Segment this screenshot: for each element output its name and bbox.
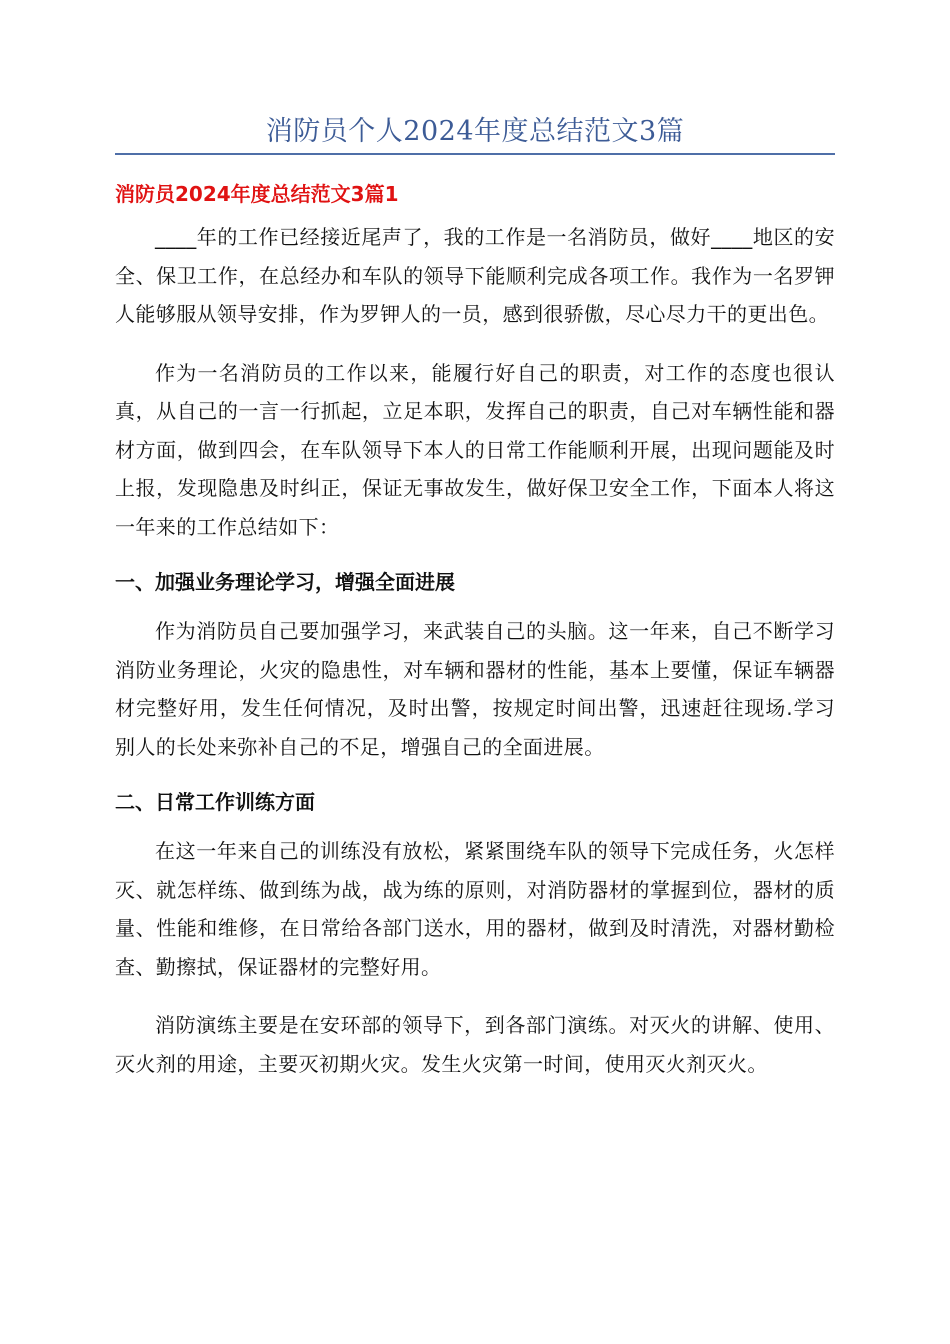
document-title: 消防员个人2024年度总结范文3篇 xyxy=(265,116,685,147)
paragraph-intro: ____年的工作已经接近尾声了，我的工作是一名消防员，做好____地区的安全、保卫工作，在总经办和车队的领导下能顺利完成各项工作。我作为一名罗钾人能够服从领导安排，作为罗钾人的一员，感到很骄傲，尽心尽力干的更出色。 xyxy=(115,225,835,326)
subsection-heading-training: 二、日常工作训练方面 xyxy=(115,790,315,814)
document-body xyxy=(115,178,835,1103)
paragraph-training: 在这一年来自己的训练没有放松，紧紧围绕车队的领导下完成任务，火怎样灭、就怎样练、做到练为战，战为练的原则，对消防器材的掌握到位，器材的质量、性能和维修，在日常给各部门送水，用的器材，做到及时清洗，对器材勤检查、勤擦拭，保证器材的完整好用。 xyxy=(115,839,835,979)
subsection-heading-study: 一、加强业务理论学习，增强全面进展 xyxy=(115,570,455,594)
paragraph-overview: 作为一名消防员的工作以来，能履行好自己的职责，对工作的态度也很认真，从自己的一言一行抓起，立足本职，发挥自己的职责，自己对车辆性能和器材方面，做到四会，在车队领导下本人的日常工作能顺利开展，出现问题能及时上报，发现隐患及时纠正，保证无事故发生，做好保卫安全工作，下面本人将这一年来的工作总结如下： xyxy=(115,360,835,539)
section-heading: 消防员2024年度总结范文3篇1 xyxy=(115,182,399,206)
paragraph-drill: 消防演练主要是在安环部的领导下，到各部门演练。对灭火的讲解、使用、灭火剂的用途，主要灭初期火灾。发生火灾第一时间，使用灭火剂灭火。 xyxy=(115,1013,835,1076)
paragraph-study: 作为消防员自己要加强学习，来武装自己的头脑。这一年来，自己不断学习消防业务理论，火灾的隐患性，对车辆和器材的性能，基本上要懂，保证车辆器材完整好用，发生任何情况，及时出警，按规定时间出警，迅速赶往现场.学习别人的长处来弥补自己的不足，增强自己的全面进展。 xyxy=(115,619,835,759)
title-divider xyxy=(115,153,835,155)
